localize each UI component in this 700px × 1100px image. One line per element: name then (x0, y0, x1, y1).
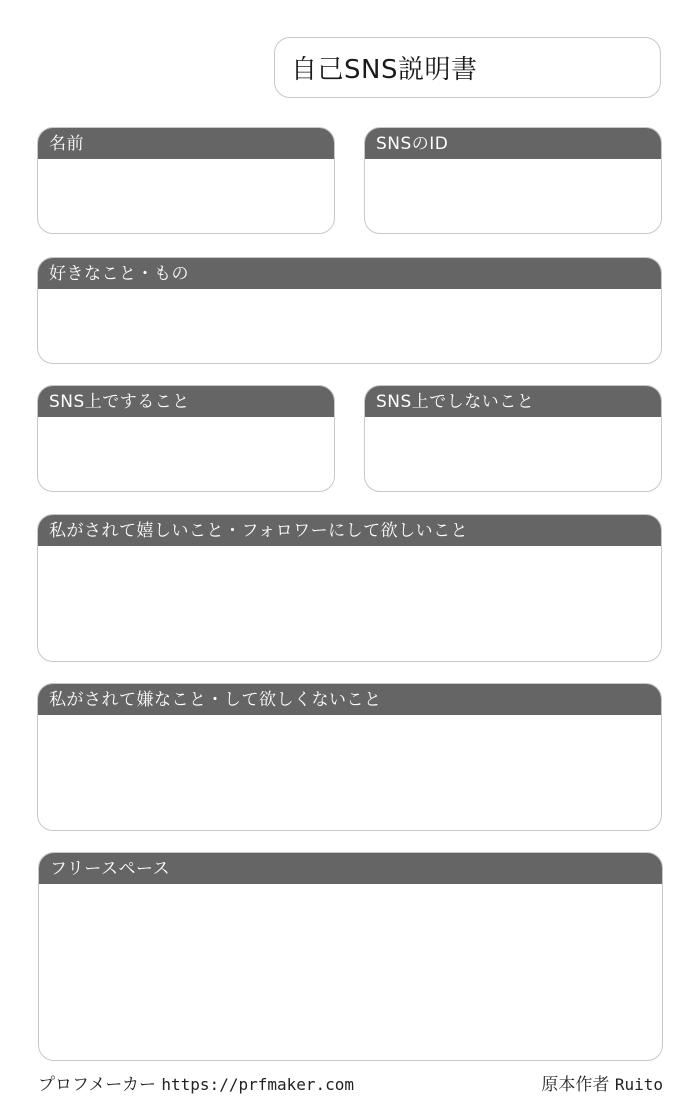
free-space-card (38, 852, 663, 1061)
name-field[interactable] (38, 159, 334, 234)
name-card (37, 127, 335, 234)
name-card-header: 名前 (38, 128, 334, 159)
free-space-card-header: フリースペース (39, 853, 662, 884)
happy-card (37, 514, 662, 662)
sns-do-card-header: SNS上ですること (38, 386, 334, 417)
sns-dont-card-header: SNS上でしないこと (365, 386, 661, 417)
likes-card-header: 好きなこと・もの (38, 258, 661, 289)
footer-credit (541, 1070, 663, 1095)
footer-original-label: 原本作者 (541, 1075, 610, 1095)
sns-do-card (37, 385, 335, 492)
footer-author: Ruito (614, 1075, 663, 1094)
likes-card (37, 257, 662, 364)
sns-id-card-header: SNSのID (365, 128, 661, 159)
dislike-card-header: 私がされて嫌なこと・して欲しくないこと (38, 684, 661, 715)
free-space-field[interactable] (39, 884, 662, 1061)
page-title (274, 37, 661, 98)
happy-field[interactable] (38, 546, 661, 662)
dislike-card (37, 683, 662, 831)
sns-id-field[interactable] (365, 159, 661, 234)
likes-field[interactable] (38, 289, 661, 364)
sns-id-card (364, 127, 662, 234)
footer-brand-name: プロフメーカー (38, 1075, 156, 1095)
sns-do-field[interactable] (38, 417, 334, 492)
sns-dont-field[interactable] (365, 417, 661, 492)
footer-url-link[interactable]: https://prfmaker.com (161, 1075, 355, 1094)
footer-brand (38, 1070, 354, 1095)
sns-dont-card (364, 385, 662, 492)
page-title-text: 自己SNS説明書 (291, 55, 478, 85)
happy-card-header: 私がされて嬉しいこと・フォロワーにして欲しいこと (38, 515, 661, 546)
dislike-field[interactable] (38, 715, 661, 831)
